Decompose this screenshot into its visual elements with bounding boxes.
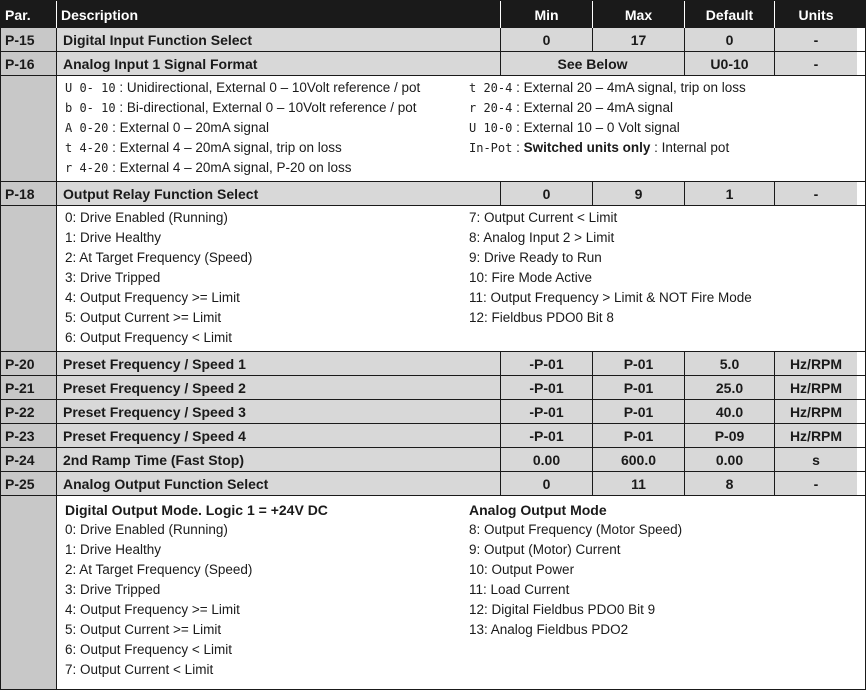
list-item: r 20-4 : External 20 – 4mA signal (469, 100, 673, 115)
par-min: -P-01 (501, 352, 593, 375)
list-item: 10: Fire Mode Active (469, 270, 593, 285)
par-description: Output Relay Function Select (57, 182, 501, 205)
par-default: 0 (685, 28, 775, 51)
par-id: P-15 (1, 28, 57, 51)
par-description: Preset Frequency / Speed 1 (57, 352, 501, 375)
header-units: Units (798, 6, 834, 23)
list-item: 4: Output Frequency >= Limit (65, 290, 240, 305)
segment-code: t 20-4 (469, 81, 513, 95)
par-min: 0 (501, 182, 593, 205)
list-item: 10: Output Power (469, 562, 575, 577)
par-max: 11 (593, 472, 685, 495)
p16-details (0, 76, 866, 182)
par-min: 0 (501, 28, 593, 51)
par-default: 1 (685, 182, 775, 205)
digital-output-heading: Digital Output Mode. Logic 1 = +24V DC (65, 502, 328, 518)
par-max: P-01 (593, 376, 685, 399)
p25-details (0, 496, 866, 690)
p25-analog-options (469, 500, 868, 689)
param-row-p24 (0, 448, 866, 472)
par-description: 2nd Ramp Time (Fast Stop) (57, 448, 501, 471)
par-max: P-01 (593, 352, 685, 375)
p16-right-options (469, 78, 868, 181)
par-id: P-24 (1, 448, 57, 471)
list-item: 6: Output Frequency < Limit (65, 642, 232, 657)
segment-code: A 0-20 (65, 121, 109, 135)
par-units: - (775, 28, 857, 51)
list-item: 9: Output (Motor) Current (469, 542, 621, 557)
par-max: P-01 (593, 424, 685, 447)
par-units: - (775, 52, 857, 75)
param-row-p18 (0, 182, 866, 206)
p16-left-options (65, 78, 469, 181)
list-item: U 10-0 : External 10 – 0 Volt signal (469, 120, 680, 135)
par-id: P-20 (1, 352, 57, 375)
segment-code: U 10-0 (469, 121, 513, 135)
p18-right-options (469, 208, 868, 351)
par-default: 40.0 (685, 400, 775, 423)
par-min: 0 (501, 472, 593, 495)
header-max: Max (593, 1, 685, 28)
list-item: 3: Drive Tripped (65, 582, 161, 597)
list-item: 1: Drive Healthy (65, 542, 162, 557)
par-default: 5.0 (685, 352, 775, 375)
par-minmax: See Below (501, 52, 685, 75)
param-row-p15 (0, 28, 866, 52)
par-description: Analog Input 1 Signal Format (57, 52, 501, 75)
par-default: 8 (685, 472, 775, 495)
list-item: t 20-4 : External 20 – 4mA signal, trip on loss (469, 80, 746, 95)
par-min: 0.00 (501, 448, 593, 471)
header-description: Description (57, 1, 501, 28)
param-row-p16 (0, 52, 866, 76)
param-row-p20 (0, 352, 866, 376)
par-id: P-16 (1, 52, 57, 75)
segment-code: b 0- 10 (65, 101, 116, 115)
par-min: -P-01 (501, 376, 593, 399)
segment-code: In-Pot (469, 141, 513, 155)
list-item: 9: Drive Ready to Run (469, 250, 602, 265)
list-item: r 4-20 : External 4 – 20mA signal, P-20 on loss (65, 160, 352, 175)
list-item: 11: Load Current (469, 582, 570, 597)
list-item: A 0-20 : External 0 – 20mA signal (65, 120, 269, 135)
list-item: 8: Analog Input 2 > Limit (469, 230, 615, 245)
list-item: 1: Drive Healthy (65, 230, 162, 245)
list-item: In-Pot : Switched units only : Internal pot (469, 140, 730, 155)
par-id: P-18 (1, 182, 57, 205)
param-row-p25 (0, 472, 866, 496)
par-id: P-22 (1, 400, 57, 423)
par-units: Hz/RPM (775, 376, 857, 399)
list-item: 6: Output Frequency < Limit (65, 330, 232, 345)
list-item: 12: Digital Fieldbus PDO0 Bit 9 (469, 602, 656, 617)
par-units: Hz/RPM (775, 352, 857, 375)
list-item: 0: Drive Enabled (Running) (65, 210, 228, 225)
par-units: - (775, 182, 857, 205)
par-default: 0.00 (685, 448, 775, 471)
p18-left-options (65, 208, 469, 351)
list-item: 13: Analog Fieldbus PDO2 (469, 622, 629, 637)
list-item: t 4-20 : External 4 – 20mA signal, trip on loss (65, 140, 342, 155)
param-row-p22 (0, 400, 866, 424)
par-description: Digital Input Function Select (57, 28, 501, 51)
p25-digital-options (65, 500, 469, 689)
par-max: 9 (593, 182, 685, 205)
param-row-p23 (0, 424, 866, 448)
list-item: 0: Drive Enabled (Running) (65, 522, 228, 537)
header-min: Min (501, 1, 593, 28)
par-id: P-21 (1, 376, 57, 399)
par-id: P-23 (1, 424, 57, 447)
par-max: 17 (593, 28, 685, 51)
list-item: 11: Output Frequency > Limit & NOT Fire Mode (469, 290, 752, 305)
table-header (0, 0, 866, 28)
list-item: 8: Output Frequency (Motor Speed) (469, 522, 683, 537)
list-item: 3: Drive Tripped (65, 270, 161, 285)
par-min: -P-01 (501, 400, 593, 423)
list-item: 5: Output Current >= Limit (65, 622, 222, 637)
switched-units-note: Switched units only (523, 140, 651, 155)
par-default: P-09 (685, 424, 775, 447)
par-units: - (775, 472, 857, 495)
segment-code: r 20-4 (469, 101, 513, 115)
par-description: Analog Output Function Select (57, 472, 501, 495)
par-units: Hz/RPM (775, 400, 857, 423)
par-default: 25.0 (685, 376, 775, 399)
list-item: 2: At Target Frequency (Speed) (65, 250, 253, 265)
param-row-p21 (0, 376, 866, 400)
p18-details (0, 206, 866, 352)
par-description: Preset Frequency / Speed 4 (57, 424, 501, 447)
analog-output-heading: Analog Output Mode (469, 502, 607, 518)
par-id: P-25 (1, 472, 57, 495)
list-item: 2: At Target Frequency (Speed) (65, 562, 253, 577)
list-item: 7: Output Current < Limit (469, 210, 618, 225)
par-description: Preset Frequency / Speed 2 (57, 376, 501, 399)
list-item: U 0- 10 : Unidirectional, External 0 – 10Volt reference / pot (65, 80, 421, 95)
segment-code: U 0- 10 (65, 81, 116, 95)
list-item: 4: Output Frequency >= Limit (65, 602, 240, 617)
segment-code: r 4-20 (65, 161, 109, 175)
segment-code: t 4-20 (65, 141, 109, 155)
par-default: U0-10 (685, 52, 775, 75)
header-default: Default (685, 1, 775, 28)
par-description: Preset Frequency / Speed 3 (57, 400, 501, 423)
list-item: 5: Output Current >= Limit (65, 310, 222, 325)
par-units: Hz/RPM (775, 424, 857, 447)
list-item: 12: Fieldbus PDO0 Bit 8 (469, 310, 614, 325)
par-max: P-01 (593, 400, 685, 423)
par-units: s (775, 448, 857, 471)
header-par: Par. (1, 1, 57, 28)
par-max: 600.0 (593, 448, 685, 471)
list-item: 7: Output Current < Limit (65, 662, 214, 677)
list-item: b 0- 10 : Bi-directional, External 0 – 10Volt reference / pot (65, 100, 417, 115)
par-min: -P-01 (501, 424, 593, 447)
